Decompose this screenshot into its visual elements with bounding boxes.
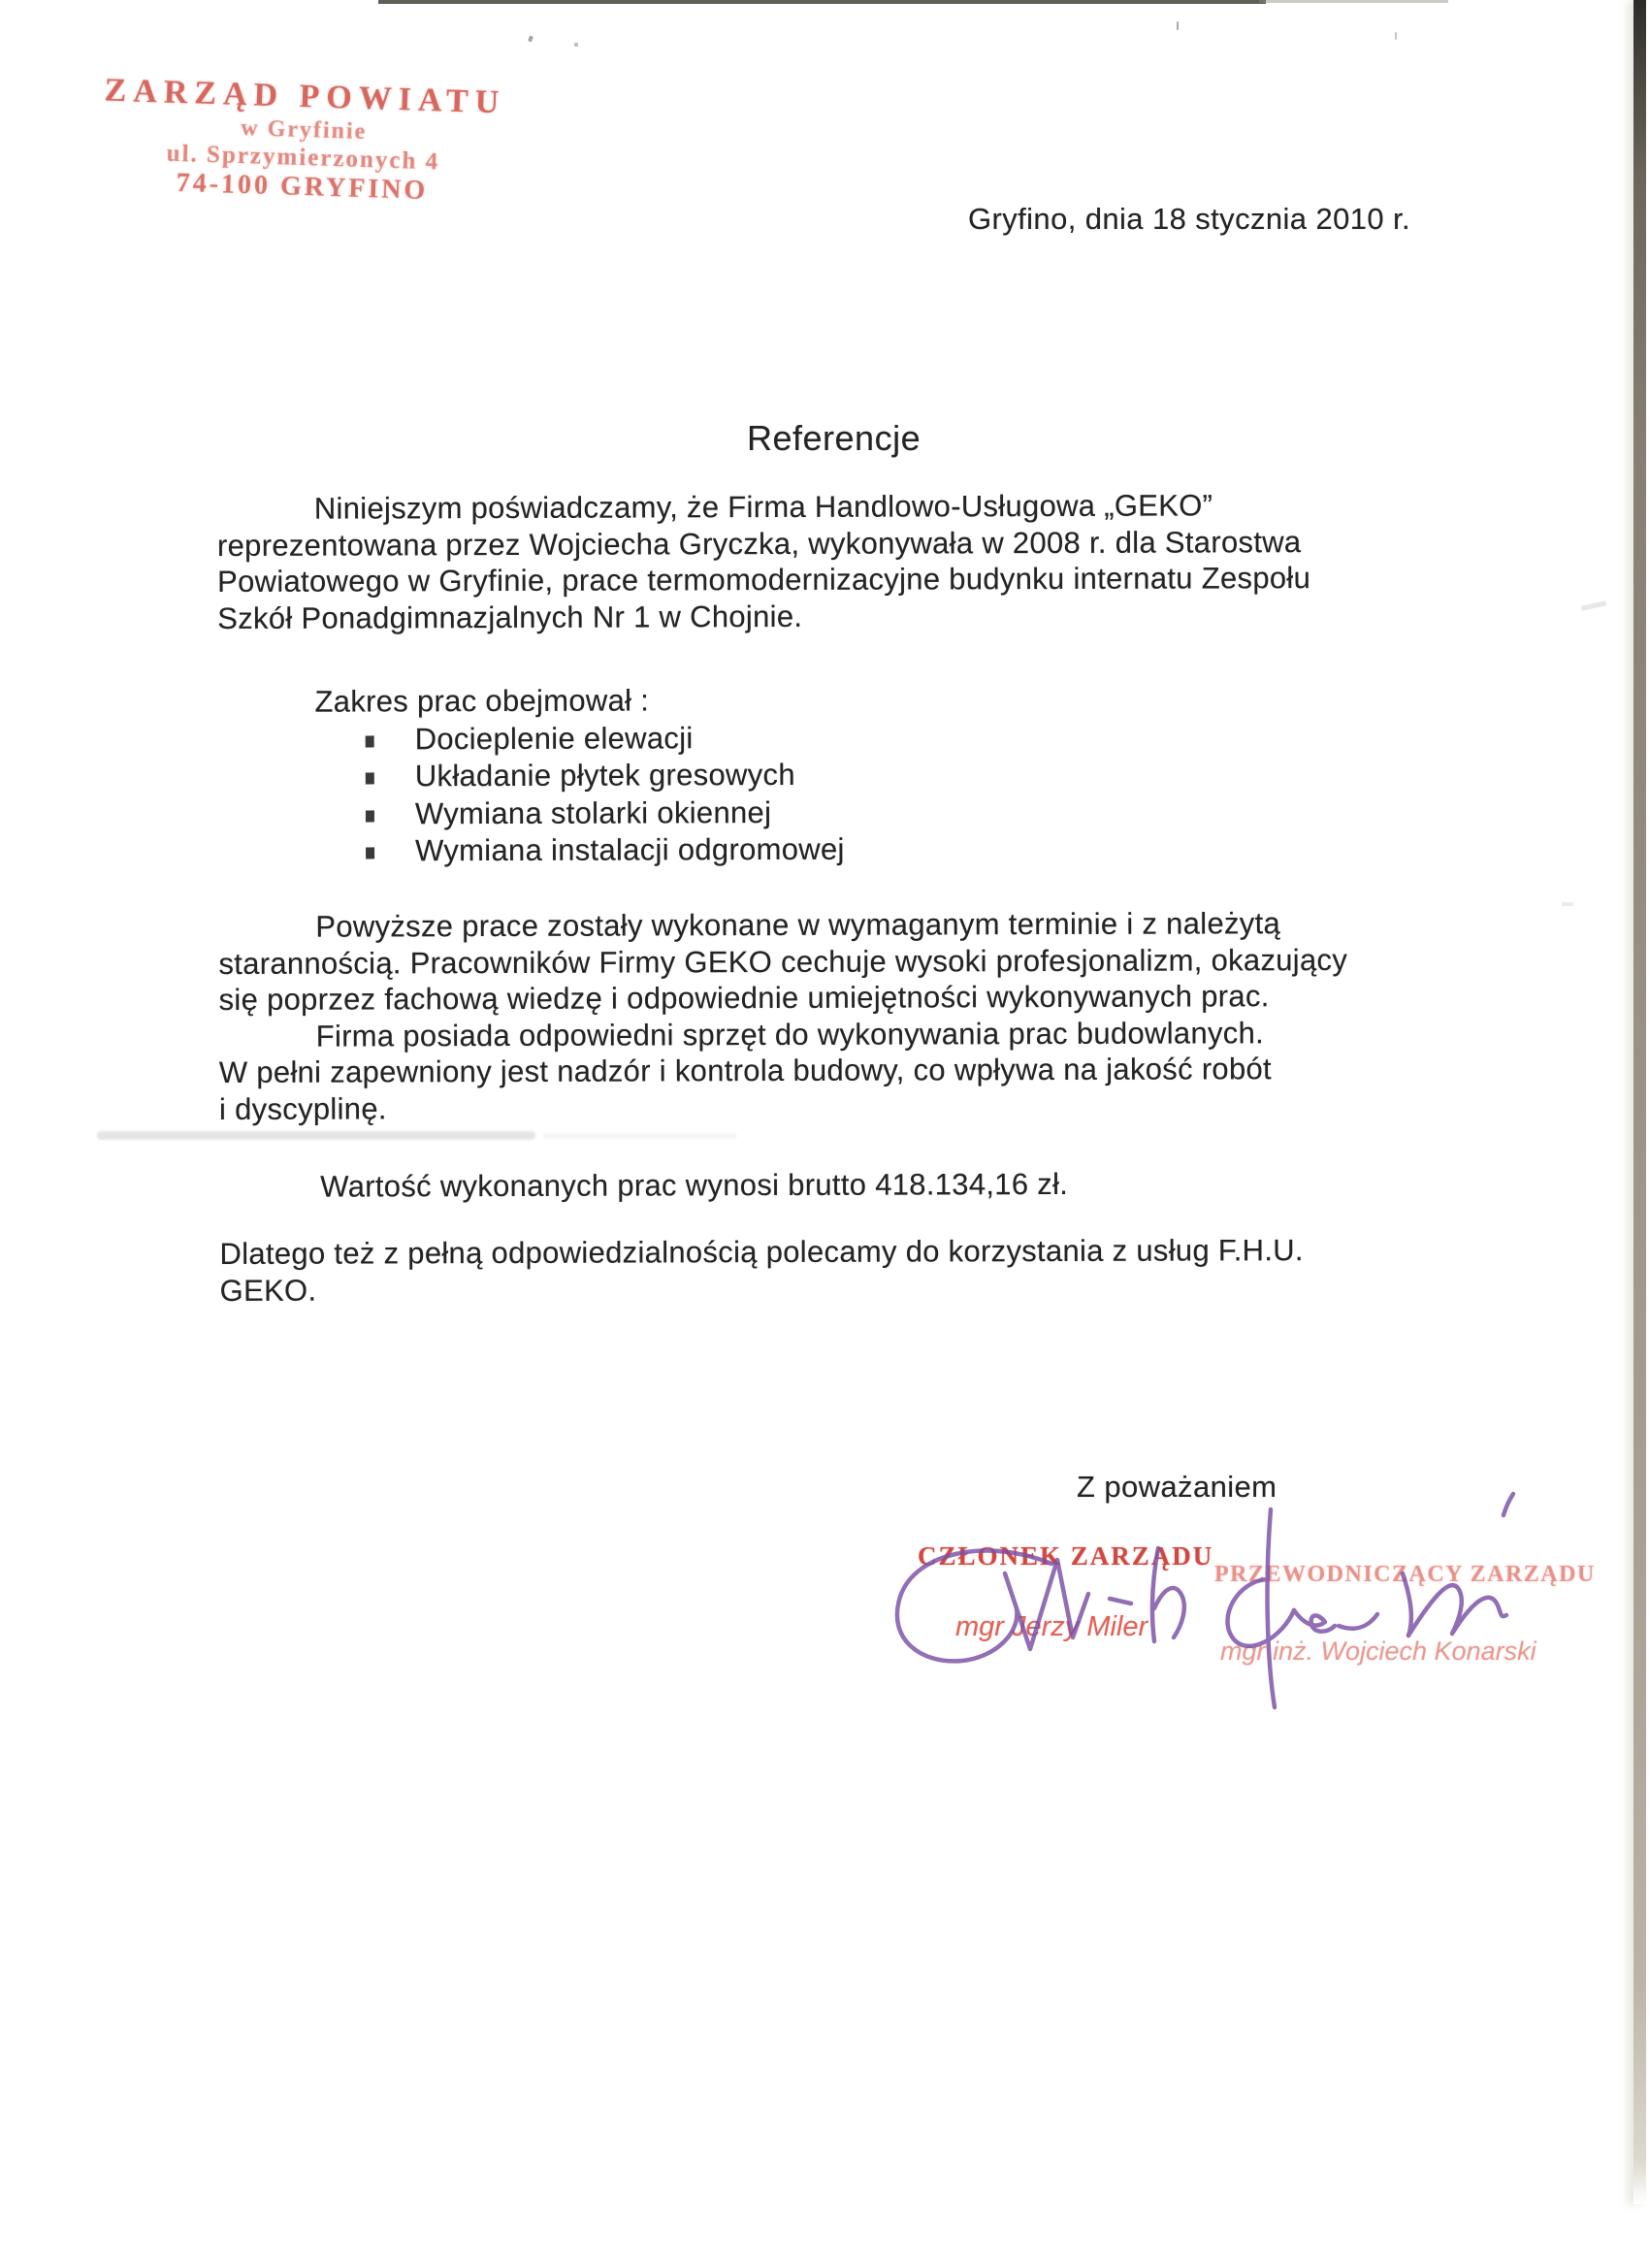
stamp-street-line: ul. Sprzymierzonych 4 (166, 140, 440, 176)
ink-tick (1504, 1494, 1513, 1515)
text-line: GEKO. (219, 1273, 317, 1308)
date-line: Gryfino, dnia 18 stycznia 2010 r. (968, 202, 1411, 236)
stamp-postal-line: 74-100 GRYFINO (176, 167, 429, 207)
list-item-label: Wymiana stolarki okiennej (414, 794, 772, 831)
chairman-of-board-stamp-title: PRZEWODNICZĄCY ZARZĄDU (1214, 1562, 1596, 1587)
text-line: Dlatego też z pełną odpowiedzialnością polecamy do korzystania z usług F.H.U. (219, 1233, 1304, 1271)
signature-right-tall-stroke (1268, 1509, 1275, 1707)
member-of-board-stamp-title: CZŁONEK ZARZĄDU (918, 1541, 1214, 1571)
chairman-of-board-stamp-name: mgr inż. Wojciech Konarski (1220, 1636, 1536, 1666)
signature-left-zigzag (1005, 1560, 1088, 1649)
contract-value-line: Wartość wykonanych prac wynosi brutto 418.134,16 zł. (320, 1166, 1069, 1204)
letter-title: Referencje (747, 418, 922, 458)
salutation: Z poważaniem (1077, 1470, 1277, 1504)
stamp-city-line: w Gryfinie (240, 114, 368, 146)
stamp-org-name: ZARZĄD POWIATU (104, 72, 506, 121)
signature-right-k-loop (1228, 1579, 1295, 1646)
text-line: Powiatowego w Gryfinie, prace termomodernizacyjne budynku internatu Zespołu (217, 561, 1311, 599)
text-line: się poprzez fachową wiedzę i odpowiednie umiejętności wykonywanych prac. (218, 979, 1270, 1018)
text-line: Szkół Ponadgimnazjalnych Nr 1 w Chojnie. (217, 599, 803, 635)
text-line: starannością. Pracowników Firmy GEKO cechuje wysoki profesjonalizm, okazujący (218, 942, 1348, 981)
text-line: W pełni zapewniony jest nadzór i kontrola budowy, co wpływa na jakość robót (218, 1052, 1273, 1090)
list-item-label: Wymiana instalacji odgromowej (415, 831, 845, 868)
text-line: Firma posiada odpowiedni sprzęt do wykonywania prac budowlanych. (315, 1016, 1265, 1053)
text-line: i dyscyplinę. (218, 1091, 387, 1126)
signature-right-u-waves (1408, 1585, 1506, 1636)
signature-right-connector (1339, 1614, 1377, 1629)
member-of-board-stamp-name: mgr Jerzy Miler (955, 1611, 1148, 1642)
list-item-label: Docieplenie elewacji (414, 721, 694, 757)
signature-left-dash (1110, 1599, 1131, 1604)
signature-left-h-bowl (1154, 1588, 1184, 1637)
text-line: Niniejszym poświadczamy, że Firma Handlowo-Usługowa „GEKO” (313, 488, 1213, 526)
text-line: Powyższe prace zostały wykonane w wymaganym terminie i z należytą (315, 906, 1281, 944)
signature-right-o-loop (1294, 1610, 1335, 1632)
signature-left-h-stroke (1152, 1548, 1158, 1641)
list-item-label: Układanie płytek gresowych (414, 758, 795, 794)
text-line: reprezentowana przez Wojciecha Gryczka, wykonywała w 2008 r. dla Starostwa (216, 524, 1302, 563)
signature-right-l-stroke (1403, 1573, 1411, 1636)
scope-heading: Zakres prac obejmował : (314, 683, 650, 719)
